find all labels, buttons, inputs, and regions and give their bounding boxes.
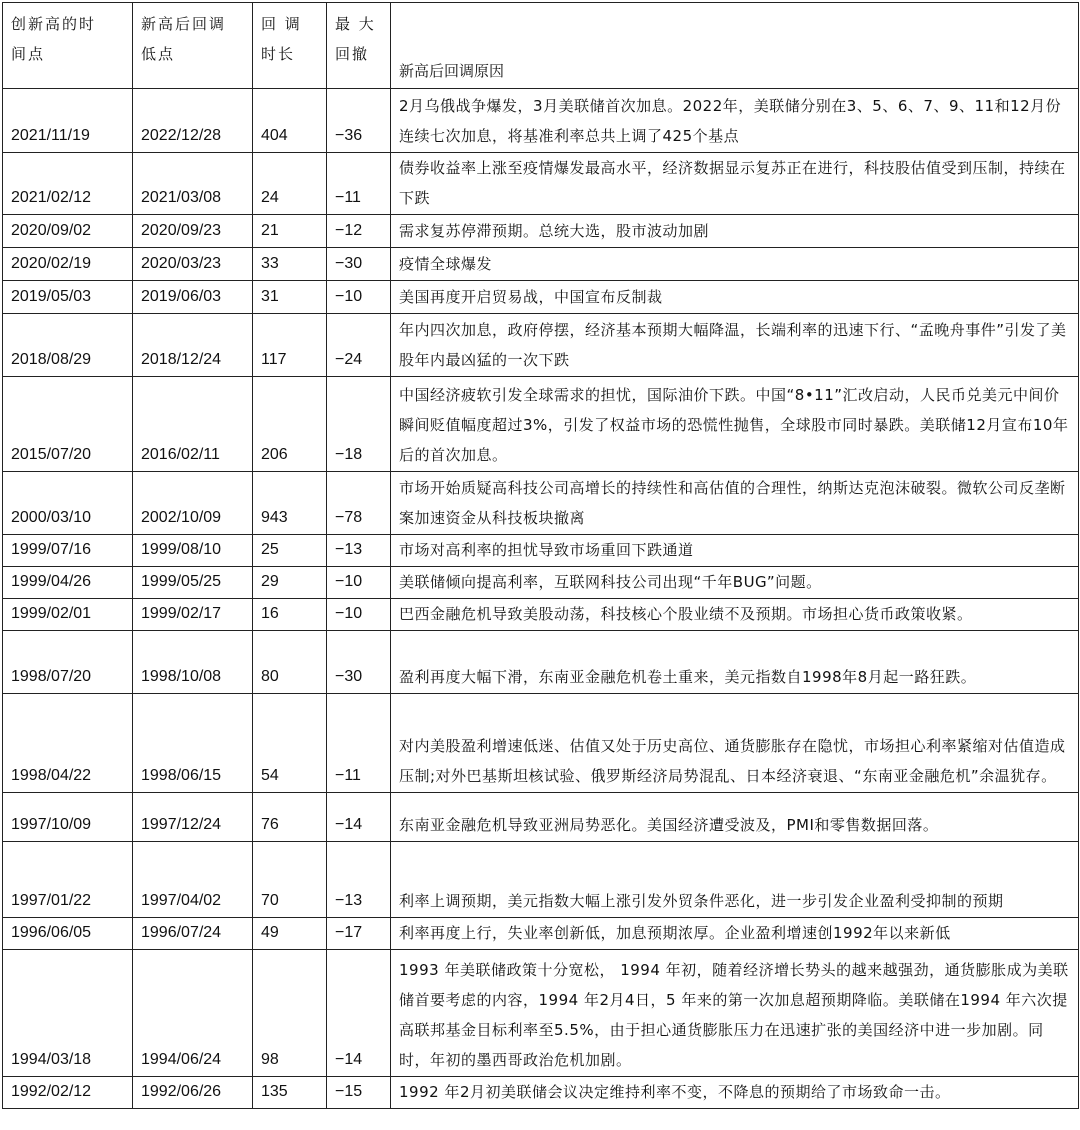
duration-cell: 25 (253, 535, 327, 567)
header-trough-date: 新高后回调 低点 (133, 3, 253, 89)
table-body (3, 89, 1079, 1109)
reason-cell: 东南亚金融危机导致亚洲局势恶化。美国经济遭受波及，PMI和零售数据回落。 (391, 793, 1079, 842)
reason-cell: 1992 年2月初美联储会议决定维持利率不变，不降息的预期给了市场致命一击。 (391, 1077, 1079, 1109)
drawdown-cell: −10 (327, 567, 391, 599)
reason-cell: 1993 年美联储政策十分宽松， 1994 年初，随着经济增长势头的越来越强劲，通货膨胀成为美联储首要考虑的内容，1994 年2月4日，5 年来的第一次加息超预期降临。美联储在1994 年六次提高联邦基金目标利率至5.5%，由于担心通货膨胀压力在迅速扩张的美国经济中进一步加剧。同时，年初的墨西哥政治危机加剧。 (391, 950, 1079, 1077)
peak-date-cell: 1999/02/01 (3, 599, 133, 631)
duration-cell: 16 (253, 599, 327, 631)
duration-cell: 98 (253, 950, 327, 1077)
reason-cell: 年内四次加息，政府停摆，经济基本预期大幅降温，长端利率的迅速下行、“孟晚舟事件”引发了美股年内最凶猛的一次下跌 (391, 314, 1079, 377)
peak-date-cell: 2021/11/19 (3, 89, 133, 153)
peak-date-cell: 1994/03/18 (3, 950, 133, 1077)
trough-date-cell: 2020/03/23 (133, 248, 253, 281)
peak-date-cell: 2015/07/20 (3, 377, 133, 472)
drawdown-table (2, 2, 1079, 1109)
duration-cell: 80 (253, 631, 327, 694)
trough-date-cell: 1992/06/26 (133, 1077, 253, 1109)
table-row (3, 599, 1079, 631)
duration-cell: 49 (253, 918, 327, 950)
reason-cell: 盈利再度大幅下滑，东南亚金融危机卷土重来，美元指数自1998年8月起一路狂跌。 (391, 631, 1079, 694)
trough-date-cell: 1994/06/24 (133, 950, 253, 1077)
table-row (3, 153, 1079, 215)
table-row (3, 472, 1079, 535)
reason-cell: 疫情全球爆发 (391, 248, 1079, 281)
reason-cell: 市场开始质疑高科技公司高增长的持续性和高估值的合理性，纳斯达克泡沫破裂。微软公司反垄断案加速资金从科技板块撤离 (391, 472, 1079, 535)
peak-date-cell: 2018/08/29 (3, 314, 133, 377)
peak-date-cell: 2019/05/03 (3, 281, 133, 314)
table-row (3, 248, 1079, 281)
trough-date-cell: 2020/09/23 (133, 215, 253, 248)
reason-cell: 利率上调预期，美元指数大幅上涨引发外贸条件恶化，进一步引发企业盈利受抑制的预期 (391, 842, 1079, 918)
reason-cell: 美国再度开启贸易战，中国宣布反制裁 (391, 281, 1079, 314)
header-row (3, 3, 1079, 89)
reason-cell: 2月乌俄战争爆发，3月美联储首次加息。2022年，美联储分别在3、5、6、7、9、11和12月份连续七次加息，将基准利率总共上调了425个基点 (391, 89, 1079, 153)
table-row (3, 793, 1079, 842)
reason-cell: 利率再度上行，失业率创新低，加息预期浓厚。企业盈利增速创1992年以来新低 (391, 918, 1079, 950)
trough-date-cell: 1999/08/10 (133, 535, 253, 567)
drawdown-cell: −11 (327, 153, 391, 215)
reason-cell: 对内美股盈利增速低迷、估值又处于历史高位、通货膨胀存在隐忧，市场担心利率紧缩对估值造成压制;对外巴基斯坦核试验、俄罗斯经济局势混乱、日本经济衰退、“东南亚金融危机”余温犹存。 (391, 694, 1079, 793)
reason-cell: 巴西金融危机导致美股动荡，科技核心个股业绩不及预期。市场担心货币政策收紧。 (391, 599, 1079, 631)
peak-date-cell: 1997/10/09 (3, 793, 133, 842)
table-row (3, 631, 1079, 694)
peak-date-cell: 1999/04/26 (3, 567, 133, 599)
drawdown-cell: −36 (327, 89, 391, 153)
duration-cell: 33 (253, 248, 327, 281)
header-reason: 新高后回调原因 (391, 3, 1079, 89)
table-row (3, 694, 1079, 793)
table-row (3, 535, 1079, 567)
peak-date-cell: 2000/03/10 (3, 472, 133, 535)
trough-date-cell: 1997/12/24 (133, 793, 253, 842)
drawdown-cell: −10 (327, 281, 391, 314)
duration-cell: 135 (253, 1077, 327, 1109)
drawdown-cell: −13 (327, 842, 391, 918)
reason-cell: 中国经济疲软引发全球需求的担忧，国际油价下跌。中国“8•11”汇改启动，人民币兑美元中间价瞬间贬值幅度超过3%，引发了权益市场的恐慌性抛售，全球股市同时暴跌。美联储12月宣布10年后的首次加息。 (391, 377, 1079, 472)
header-drawdown: 最 大 回撤 (327, 3, 391, 89)
peak-date-cell: 1998/07/20 (3, 631, 133, 694)
duration-cell: 943 (253, 472, 327, 535)
table-row (3, 89, 1079, 153)
trough-date-cell: 2019/06/03 (133, 281, 253, 314)
duration-cell: 54 (253, 694, 327, 793)
trough-date-cell: 1998/10/08 (133, 631, 253, 694)
header-duration: 回 调 时长 (253, 3, 327, 89)
reason-cell: 需求复苏停滞预期。总统大选，股市波动加剧 (391, 215, 1079, 248)
drawdown-cell: −24 (327, 314, 391, 377)
peak-date-cell: 1992/02/12 (3, 1077, 133, 1109)
drawdown-cell: −15 (327, 1077, 391, 1109)
header-peak-date: 创新高的时 间点 (3, 3, 133, 89)
table-row (3, 567, 1079, 599)
reason-cell: 市场对高利率的担忧导致市场重回下跌通道 (391, 535, 1079, 567)
duration-cell: 31 (253, 281, 327, 314)
table-row (3, 918, 1079, 950)
trough-date-cell: 1999/02/17 (133, 599, 253, 631)
duration-cell: 206 (253, 377, 327, 472)
reason-cell: 美联储倾向提高利率，互联网科技公司出现“千年BUG”问题。 (391, 567, 1079, 599)
drawdown-cell: −11 (327, 694, 391, 793)
peak-date-cell: 2020/09/02 (3, 215, 133, 248)
table-row (3, 842, 1079, 918)
peak-date-cell: 1998/04/22 (3, 694, 133, 793)
drawdown-cell: −30 (327, 631, 391, 694)
table-row (3, 314, 1079, 377)
trough-date-cell: 1997/04/02 (133, 842, 253, 918)
table-row (3, 377, 1079, 472)
duration-cell: 29 (253, 567, 327, 599)
trough-date-cell: 1999/05/25 (133, 567, 253, 599)
drawdown-cell: −13 (327, 535, 391, 567)
trough-date-cell: 2016/02/11 (133, 377, 253, 472)
duration-cell: 21 (253, 215, 327, 248)
table-row (3, 950, 1079, 1077)
reason-cell: 债券收益率上涨至疫情爆发最高水平，经济数据显示复苏正在进行，科技股估值受到压制，持续在下跌 (391, 153, 1079, 215)
peak-date-cell: 1997/01/22 (3, 842, 133, 918)
trough-date-cell: 2021/03/08 (133, 153, 253, 215)
drawdown-cell: −78 (327, 472, 391, 535)
duration-cell: 117 (253, 314, 327, 377)
peak-date-cell: 1999/07/16 (3, 535, 133, 567)
trough-date-cell: 2002/10/09 (133, 472, 253, 535)
duration-cell: 24 (253, 153, 327, 215)
duration-cell: 70 (253, 842, 327, 918)
drawdown-cell: −18 (327, 377, 391, 472)
table-row (3, 281, 1079, 314)
table-row (3, 215, 1079, 248)
drawdown-cell: −10 (327, 599, 391, 631)
peak-date-cell: 1996/06/05 (3, 918, 133, 950)
drawdown-cell: −17 (327, 918, 391, 950)
peak-date-cell: 2021/02/12 (3, 153, 133, 215)
drawdown-cell: −14 (327, 793, 391, 842)
duration-cell: 404 (253, 89, 327, 153)
table-row (3, 1077, 1079, 1109)
drawdown-cell: −12 (327, 215, 391, 248)
duration-cell: 76 (253, 793, 327, 842)
trough-date-cell: 1996/07/24 (133, 918, 253, 950)
trough-date-cell: 1998/06/15 (133, 694, 253, 793)
drawdown-cell: −30 (327, 248, 391, 281)
drawdown-cell: −14 (327, 950, 391, 1077)
trough-date-cell: 2018/12/24 (133, 314, 253, 377)
peak-date-cell: 2020/02/19 (3, 248, 133, 281)
trough-date-cell: 2022/12/28 (133, 89, 253, 153)
